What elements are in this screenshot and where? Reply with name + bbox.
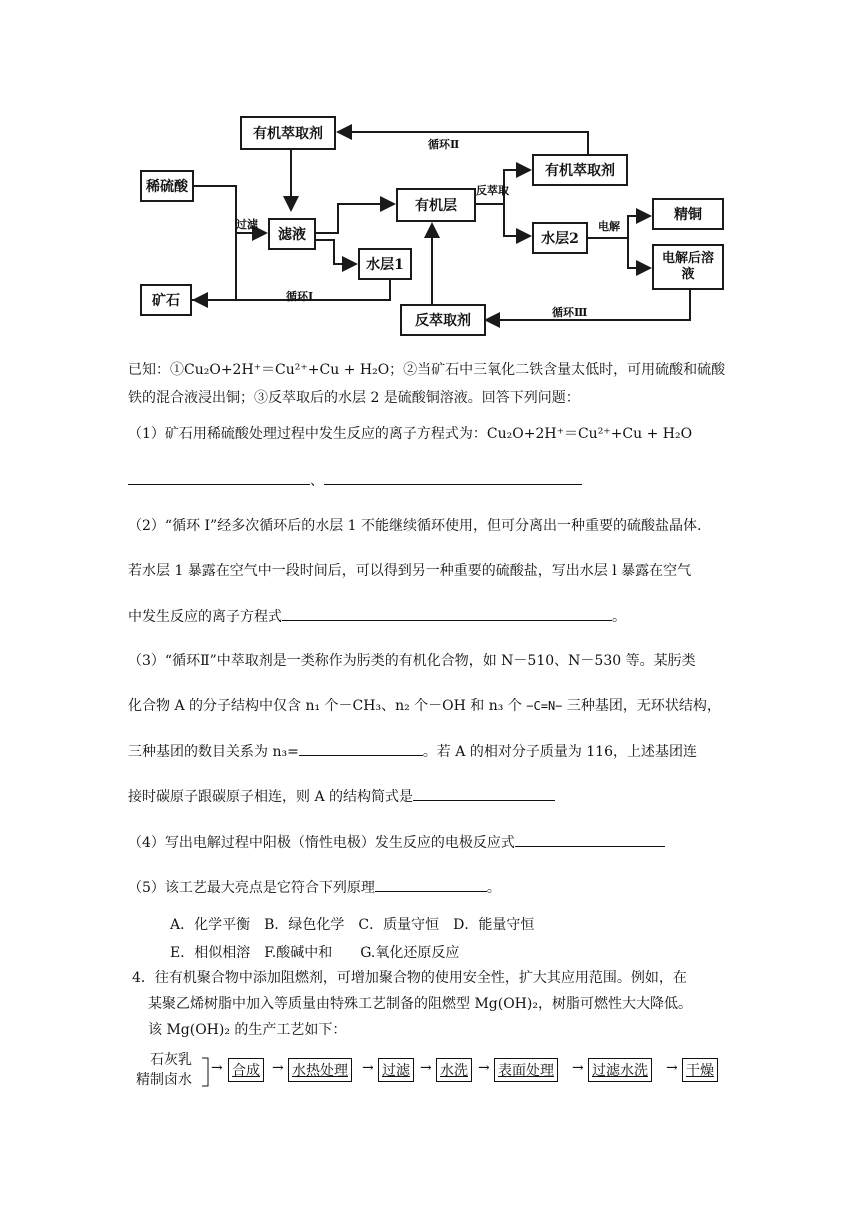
arrow-icon: → xyxy=(211,1060,223,1076)
step-drying: 干燥 xyxy=(682,1058,718,1082)
question-2-text: 中发生反应的离子方程式 xyxy=(128,609,282,625)
refined-copper-box: 精铜 xyxy=(652,198,724,230)
period: 。 xyxy=(486,880,501,896)
arrow-icon: → xyxy=(666,1060,678,1076)
answer-blank[interactable] xyxy=(413,786,555,801)
back-extraction-label: 反萃取 xyxy=(476,184,509,197)
back-extractant-box: 反萃取剂 xyxy=(400,304,486,336)
flow-input-lime-milk: 石灰乳 xyxy=(150,1052,192,1068)
question-2-line-1: （2）“循环 I”经多次循环后的水层 1 不能继续循环使用，但可分离出一种重要的硫酸盐晶体. xyxy=(128,518,702,534)
step-filtration: 过滤 xyxy=(378,1058,414,1082)
period: 。 xyxy=(612,609,626,625)
known-conditions-line-1: 已知：①Cu₂O+2H⁺＝Cu²⁺+Cu + H₂O；②当矿石中三氧化二铁含量太低时，可用硫酸和硫酸 xyxy=(128,362,726,378)
water-layer-1-box: 水层1 xyxy=(358,248,412,280)
answer-blank[interactable] xyxy=(375,877,487,892)
problem-4-line-1: 4．往有机聚合物中添加阻燃剂，可增加聚合物的使用安全性，扩大其应用范围。例如，在 xyxy=(132,970,687,986)
options-line-2: E．相似相溶 F.酸碱中和 G.氧化还原反应 xyxy=(170,945,460,961)
flow-input-refined-brine: 精制卤水 xyxy=(136,1072,192,1088)
step-synthesis: 合成 xyxy=(228,1058,264,1082)
arrow-icon: → xyxy=(362,1060,374,1076)
ore-box: 矿石 xyxy=(140,284,192,316)
question-3-text: 接时碳原子跟碳原子相连，则 A 的结构简式是 xyxy=(128,789,414,805)
answer-blank[interactable] xyxy=(282,606,612,621)
question-3-text: 三种基团，无环状结构， xyxy=(566,698,721,714)
water-layer-2-box: 水层2 xyxy=(532,222,588,254)
separator: 、 xyxy=(310,473,324,489)
cycle-2-label: 循环Ⅱ xyxy=(428,138,460,151)
question-3-line-1: （3）“循环Ⅱ”中萃取剂是一类称作为肟类的有机化合物，如 N－510、N－530 等。某肟类 xyxy=(128,653,696,669)
dilute-sulfuric-acid-box: 稀硫酸 xyxy=(140,170,194,202)
cycle-3-label: 循环Ⅲ xyxy=(552,306,588,319)
filtrate-box: 滤液 xyxy=(268,218,316,250)
question-4-text: （4）写出电解过程中阳极（惰性电极）发生反应的电极反应式 xyxy=(128,835,515,851)
question-2-line-2: 若水层 1 暴露在空气中一段时间后，可以得到另一种重要的硫酸盐，写出水层 l 暴露在空气 xyxy=(128,563,692,579)
process-flow-diagram xyxy=(128,108,748,344)
step-hydrothermal: 水热处理 xyxy=(288,1058,352,1082)
organic-extractant-box-top: 有机萃取剂 xyxy=(240,116,336,150)
question-4 xyxy=(128,832,736,853)
organic-extractant-box-right: 有机萃取剂 xyxy=(532,154,628,186)
answer-blank[interactable] xyxy=(324,470,582,485)
question-1-answer-line xyxy=(128,470,736,491)
problem-4-line-2: 某聚乙烯树脂中加入等质量由特殊工艺制备的阻燃型 Mg(OH)₂，树脂可燃性大大降低。 xyxy=(148,996,692,1012)
step-surface-treatment: 表面处理 xyxy=(494,1058,558,1082)
arrow-icon: → xyxy=(420,1060,432,1076)
question-2-line-3 xyxy=(128,606,736,627)
arrow-icon: → xyxy=(272,1060,284,1076)
question-3-line-3 xyxy=(128,741,736,762)
question-3-line-4 xyxy=(128,786,736,807)
problem-4-line-3: 该 Mg(OH)₂ 的生产工艺如下： xyxy=(148,1022,347,1038)
oxime-group-formula: −C=N− xyxy=(526,699,563,713)
question-3-text: 化合物 A 的分子结构中仅含 n₁ 个－CH₃、n₂ 个－OH 和 n₃ 个 xyxy=(128,698,522,714)
question-3-text: 。若 A 的相对分子质量为 116，上述基团连 xyxy=(422,744,697,760)
question-5 xyxy=(128,877,736,898)
arrow-icon: → xyxy=(478,1060,490,1076)
question-3-text: 三种基团的数目关系为 n₃= xyxy=(128,744,299,760)
step-filter-wash: 过滤水洗 xyxy=(588,1058,652,1082)
question-5-text: （5）该工艺最大亮点是它符合下列原理 xyxy=(128,880,375,896)
answer-blank[interactable] xyxy=(515,832,665,847)
question-1: （1）矿石用稀硫酸处理过程中发生反应的离子方程式为：Cu₂O+2H⁺＝Cu²⁺+Cu + H₂O xyxy=(128,426,693,442)
options-line-1: A．化学平衡 B．绿色化学 C．质量守恒 D．能量守恒 xyxy=(170,917,535,933)
question-3-line-2 xyxy=(128,696,736,716)
post-electrolysis-solution-box: 电解后溶液 xyxy=(652,244,724,290)
production-flow xyxy=(136,1050,736,1090)
cycle-1-label: 循环Ⅰ xyxy=(286,290,314,303)
electrolysis-label: 电解 xyxy=(598,220,620,233)
answer-blank[interactable] xyxy=(299,741,423,756)
step-washing: 水洗 xyxy=(436,1058,472,1082)
filter-label: 过滤 xyxy=(236,218,258,231)
known-conditions-line-2: 铁的混合液浸出铜；③反萃取后的水层 2 是硫酸铜溶液。回答下列问题： xyxy=(128,390,580,406)
answer-blank[interactable] xyxy=(128,470,310,485)
organic-layer-box: 有机层 xyxy=(396,188,476,222)
arrow-icon: → xyxy=(572,1060,584,1076)
